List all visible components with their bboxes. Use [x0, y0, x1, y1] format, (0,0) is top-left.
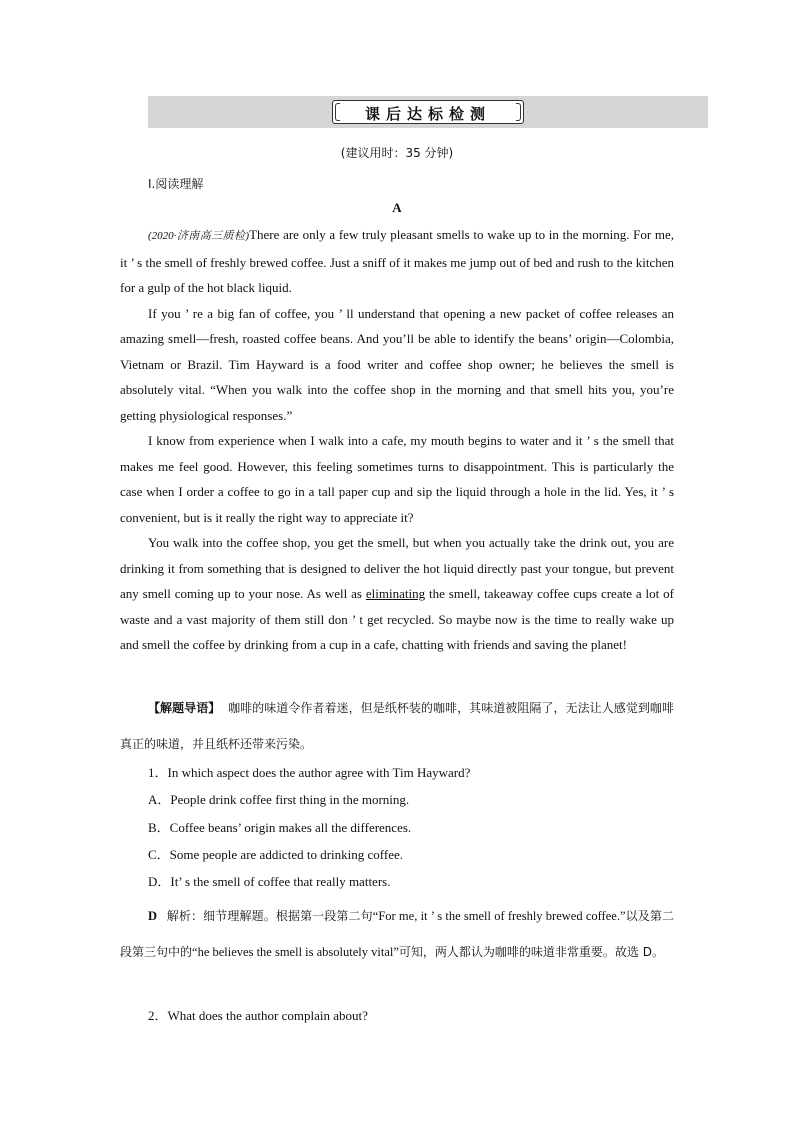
passage-label: A	[392, 200, 402, 215]
passage-body	[120, 222, 674, 658]
answer-letter: D	[148, 909, 158, 923]
paragraph-3: I know from experience when I walk into a cafe, my mouth begins to water and it ’ s the smell that makes me feel good. However, this feeling sometimes turns to disappointment. This is particularly the case when I order a coffee to go in a tall paper cup and sip the liquid through a hole in the lid. Yes, it ’ s convenient, but is it really the right way to appreciate it?	[120, 433, 674, 525]
paragraph-1: (2020·济南高三质检)There are only a few truly pleasant smells to wake up to in the morning. For me, it ’ s the smell of freshly brewed coffee. Just a sniff of it makes me jump out of bed and rush to the kitchen for a gulp of the hot black liquid.	[120, 227, 674, 295]
banner-title-box	[332, 100, 524, 124]
time-note: (建议用时：35 分钟)	[340, 146, 454, 160]
option-b: B．Coffee beans’ origin makes all the differences.	[148, 820, 412, 835]
question-2-stem: 2．What does the author complain about?	[148, 1008, 368, 1023]
paragraph-2: If you ’ re a big fan of coffee, you ’ ll understand that opening a new packet of coffee releases an amazing smell—fresh, roasted coffee beans. And you’ll be able to identify the beans’ origin—Colombia, Vietnam or Brazil. Tim Hayward is a food writer and coffee shop owner; he believes the smell is absolutely vital. “When you walk into the coffee shop in the morning and that smell hits you, you’re getting physiological responses.”	[120, 305, 674, 423]
paragraph-4: You walk into the coffee shop, you get the smell, but when you actually take the drink out, you are drinking it from something that is designed to deliver the hot liquid directly past your tongue, but prevent any smell coming up to your nose. As well as eliminating the smell, takeaway coffee cups create a lot of waste and a vast majority of them still don ’ t get recycled. So maybe now is the time to really wake up and smell the coffee by drinking from a cup in a cafe, chatting with friends and saving the planet!	[120, 535, 674, 652]
guide-label: 【解题导语】	[148, 701, 221, 715]
question-1-stem: 1．In which aspect does the author agree with Tim Hayward?	[148, 765, 471, 780]
passage-source: (2020·济南高三质检)	[148, 230, 250, 242]
option-c: C．Some people are addicted to drinking coffee.	[148, 847, 403, 862]
answer-explanation: D 解析：细节理解题。根据第一段第二句“For me, it ’ s the smell of freshly brewed coffee.”以及第二段第三句中的“he believes the smell is absolutely vital”可知，两人都认为咖啡的味道非常重要。故选 D。	[120, 909, 674, 959]
guide-text: 咖啡的味道令作者着迷，但是纸杯装的咖啡，其味道被阻隔了，无法让人感觉到咖啡真正的味道，并且纸杯还带来污染。	[120, 701, 674, 751]
underlined-word: eliminating	[365, 586, 426, 601]
banner-title: 课后达标检测	[364, 105, 491, 123]
section-title: Ⅰ.阅读理解	[148, 177, 204, 191]
solution-guide	[120, 690, 674, 762]
option-d: D．It’ s the smell of coffee that really matters.	[148, 874, 391, 889]
option-a: A．People drink coffee first thing in the morning.	[148, 792, 410, 807]
